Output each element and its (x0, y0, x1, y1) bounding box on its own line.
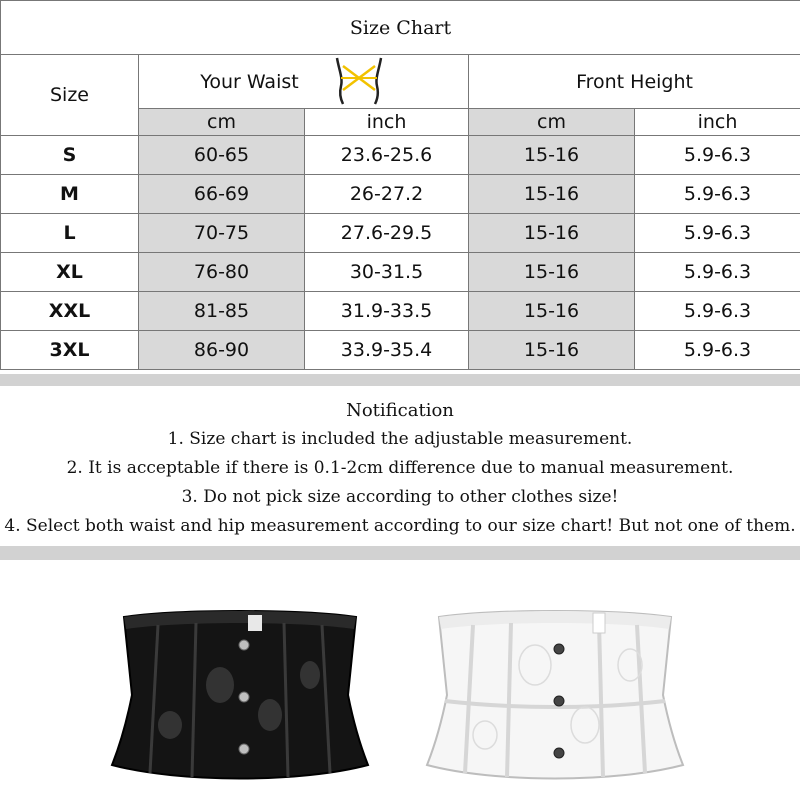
height-inch-cell: 5.9-6.3 (635, 253, 800, 292)
waist-inch-cell: 30-31.5 (305, 253, 469, 292)
unit-height-cm: cm (469, 109, 635, 136)
size-cell: 3XL (1, 331, 139, 370)
waist-cm-cell: 76-80 (139, 253, 305, 292)
white-corset-image (425, 605, 685, 785)
notification-section (0, 396, 800, 541)
table-row (1, 292, 800, 331)
divider-band-bottom (0, 546, 800, 560)
unit-waist-cm: cm (139, 109, 305, 136)
height-cm-cell: 15-16 (469, 175, 635, 214)
front-height-header: Front Height (469, 55, 800, 109)
height-cm-cell: 15-16 (469, 292, 635, 331)
table-row (1, 253, 800, 292)
height-cm-cell: 15-16 (469, 253, 635, 292)
waist-cm-cell: 70-75 (139, 214, 305, 253)
waist-header-label: Your Waist (200, 70, 299, 93)
waist-inch-cell: 23.6-25.6 (305, 136, 469, 175)
size-cell: S (1, 136, 139, 175)
waist-measure-icon (333, 56, 385, 106)
waist-inch-cell: 27.6-29.5 (305, 214, 469, 253)
waist-cm-cell: 86-90 (139, 331, 305, 370)
waist-cm-cell: 81-85 (139, 292, 305, 331)
notification-line: 2. It is acceptable if there is 0.1-2cm difference due to manual measurement. (66, 458, 734, 478)
waist-header (139, 55, 469, 109)
unit-waist-inch: inch (305, 109, 469, 136)
height-cm-cell: 15-16 (469, 331, 635, 370)
waist-inch-cell: 31.9-33.5 (305, 292, 469, 331)
divider-band-top (0, 374, 800, 386)
size-chart-title: Size Chart (1, 1, 800, 55)
waist-inch-cell: 26-27.2 (305, 175, 469, 214)
table-row (1, 214, 800, 253)
waist-inch-cell: 33.9-35.4 (305, 331, 469, 370)
notification-line: 1. Size chart is included the adjustable measurement. (167, 429, 633, 449)
table-row (1, 175, 800, 214)
waist-cm-cell: 66-69 (139, 175, 305, 214)
table-row (1, 136, 800, 175)
height-inch-cell: 5.9-6.3 (635, 292, 800, 331)
size-chart-table (0, 0, 800, 370)
size-cell: XL (1, 253, 139, 292)
size-header: Size (1, 55, 139, 136)
size-cell: XXL (1, 292, 139, 331)
height-inch-cell: 5.9-6.3 (635, 331, 800, 370)
waist-cm-cell: 60-65 (139, 136, 305, 175)
height-inch-cell: 5.9-6.3 (635, 175, 800, 214)
notification-line: 3. Do not pick size according to other clothes size! (181, 487, 619, 507)
black-corset-image (110, 605, 370, 785)
notification-title: Notification (346, 400, 454, 421)
size-cell: L (1, 214, 139, 253)
notification-line: 4. Select both waist and hip measurement according to our size chart! But not one of them. (4, 516, 796, 536)
size-cell: M (1, 175, 139, 214)
table-row (1, 331, 800, 370)
height-inch-cell: 5.9-6.3 (635, 136, 800, 175)
height-cm-cell: 15-16 (469, 214, 635, 253)
height-cm-cell: 15-16 (469, 136, 635, 175)
height-inch-cell: 5.9-6.3 (635, 214, 800, 253)
unit-height-inch: inch (635, 109, 800, 136)
